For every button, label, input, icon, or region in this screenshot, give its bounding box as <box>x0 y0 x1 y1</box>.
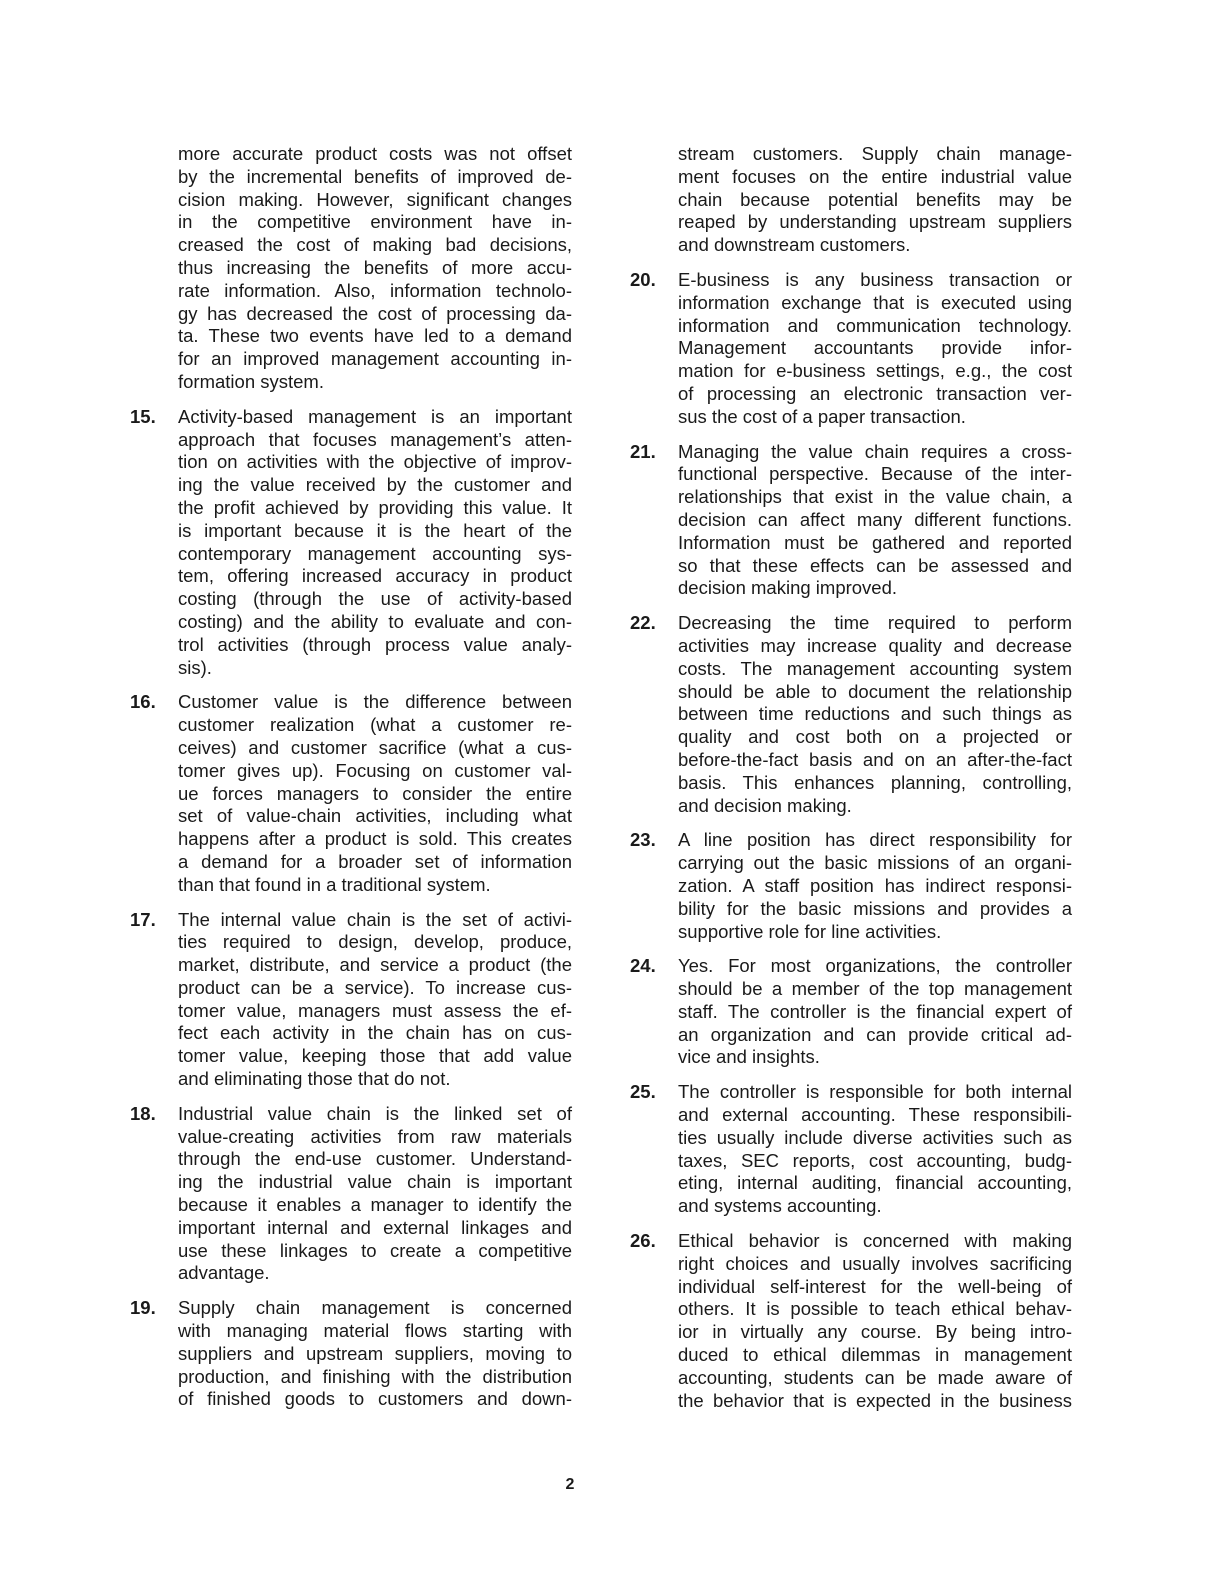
text-line: for an improved management accounting in- <box>178 348 572 370</box>
text-line: stream customers. Supply chain manage- <box>678 143 1072 164</box>
text-line: tion on activities with the objective of improv- <box>178 451 572 473</box>
text-line: Information must be gathered and reported <box>678 531 1072 553</box>
text-line: Supply chain management is concerned <box>178 1297 572 1319</box>
text-line: staff. The controller is the financial expert of <box>678 1000 1072 1022</box>
text-line: tomer value, managers must assess the ef- <box>178 999 572 1021</box>
item-number: 23. <box>630 829 656 851</box>
text-line: of finished goods to customers and down- <box>178 1388 572 1410</box>
text-line: ties required to design, develop, produce, <box>178 931 572 953</box>
item-number: 22. <box>630 612 656 634</box>
text-line: sus the cost of a paper transaction. <box>678 405 966 427</box>
text-line: before-the-fact basis and on an after-the-fact <box>678 748 1072 770</box>
page-number: 2 <box>565 1476 575 1493</box>
text-line: and external accounting. These responsibili- <box>678 1104 1072 1126</box>
right-column <box>630 143 1072 1424</box>
text-line: costing (through the use of activity-based <box>178 588 572 610</box>
text-line: set of value-chain activities, including what <box>178 805 572 827</box>
text-line: sis). <box>178 656 212 678</box>
text-line: trol activities (through process value analy- <box>178 633 572 655</box>
text-line: chain because potential benefits may be <box>678 188 1072 210</box>
text-line: The internal value chain is the set of activi- <box>178 908 572 930</box>
text-line: by the incremental benefits of improved de- <box>178 165 572 187</box>
text-line: supportive role for line activities. <box>678 920 942 942</box>
text-line: the behavior that is expected in the business <box>678 1389 1072 1411</box>
text-line: zation. A staff position has indirect responsi- <box>678 874 1072 896</box>
item-number: 19. <box>130 1297 156 1319</box>
left-column <box>130 143 572 1423</box>
text-line: between time reductions and such things as <box>678 703 1072 725</box>
text-line: customer realization (what a customer re- <box>178 714 572 736</box>
text-line: decision making improved. <box>678 577 898 599</box>
item-number: 17. <box>130 908 156 930</box>
text-line: cision making. However, significant changes <box>178 188 572 210</box>
text-line: rate information. Also, information technolo- <box>178 279 572 301</box>
item-number: 18. <box>130 1102 156 1124</box>
answer-item <box>630 829 1072 943</box>
text-line: production, and finishing with the distribution <box>178 1365 572 1387</box>
text-line: ties usually include diverse activities such as <box>678 1126 1072 1148</box>
text-line: ta. These two events have led to a demand <box>178 325 572 347</box>
text-line: approach that focuses management’s atten- <box>178 428 572 450</box>
text-line: taxes, SEC reports, cost accounting, budg- <box>678 1149 1072 1171</box>
item-number: 16. <box>130 691 156 713</box>
text-line: accounting, students can be made aware of <box>678 1366 1072 1388</box>
text-line: in the competitive environment have in- <box>178 211 572 233</box>
item-number: 20. <box>630 268 656 290</box>
answer-item <box>630 269 1072 429</box>
text-line: suppliers and upstream suppliers, moving to <box>178 1342 572 1364</box>
text-line: information and communication technology. <box>678 314 1072 336</box>
text-line: mation for e-business settings, e.g., the cost <box>678 360 1072 382</box>
text-line: The controller is responsible for both internal <box>678 1081 1072 1103</box>
text-line: activities may increase quality and decrease <box>678 634 1072 656</box>
text-line: duced to ethical dilemmas in management <box>678 1344 1072 1366</box>
text-line: should be able to document the relationship <box>678 680 1072 702</box>
text-line: than that found in a traditional system. <box>178 873 491 895</box>
text-line: A line position has direct responsibility for <box>678 829 1072 851</box>
text-line: value-creating activities from raw materials <box>178 1125 572 1147</box>
text-line: ing the industrial value chain is important <box>178 1171 572 1193</box>
text-line: ue forces managers to consider the entire <box>178 782 572 804</box>
text-line: ceives) and customer sacrifice (what a cus- <box>178 736 572 758</box>
text-line: and eliminating those that do not. <box>178 1068 451 1090</box>
text-line: tomer value, keeping those that add value <box>178 1045 572 1067</box>
text-line: individual self-interest for the well-being of <box>678 1275 1072 1297</box>
answer-item <box>130 406 572 680</box>
text-line: information exchange that is executed using <box>678 291 1072 313</box>
text-line: product can be a service). To increase cus- <box>178 976 572 998</box>
text-line: carrying out the basic missions of an organi- <box>678 852 1072 874</box>
text-line: and systems accounting. <box>678 1195 882 1217</box>
text-line: decision can affect many different functions. <box>678 508 1072 530</box>
item-number: 24. <box>630 955 656 977</box>
answer-item <box>130 691 572 896</box>
item-number: 25. <box>630 1081 656 1103</box>
answer-item <box>630 1081 1072 1218</box>
text-line: tomer gives up). Focusing on customer val- <box>178 759 572 781</box>
answer-item <box>630 612 1072 817</box>
text-line: so that these effects can be assessed and <box>678 554 1072 576</box>
text-line: Activity-based management is an important <box>178 405 572 427</box>
text-line: basis. This enhances planning, controlling, <box>678 771 1072 793</box>
text-line: reaped by understanding upstream suppliers <box>678 211 1072 233</box>
text-line: more accurate product costs was not offset <box>178 143 572 164</box>
text-line: ment focuses on the entire industrial value <box>678 165 1072 187</box>
text-line: relationships that exist in the value chain, a <box>678 486 1072 508</box>
text-line: with managing material flows starting with <box>178 1320 572 1342</box>
text-line: is important because it is the heart of the <box>178 519 572 541</box>
text-line: E-business is any business transaction or <box>678 268 1072 290</box>
text-line: fect each activity in the chain has on cus- <box>178 1022 572 1044</box>
text-line: because it enables a manager to identify the <box>178 1194 572 1216</box>
text-line: and decision making. <box>678 794 852 816</box>
text-line: should be a member of the top management <box>678 978 1072 1000</box>
answer-item <box>630 955 1072 1069</box>
answer-item <box>130 1297 572 1411</box>
text-line: Customer value is the difference between <box>178 691 572 713</box>
item-number: 15. <box>130 405 156 427</box>
text-line: through the end-use customer. Understand- <box>178 1148 572 1170</box>
text-line: the profit achieved by providing this value. It <box>178 496 572 518</box>
text-line: ing the value received by the customer and <box>178 474 572 496</box>
text-line: tem, offering increased accuracy in product <box>178 565 572 587</box>
text-line: eting, internal auditing, financial accounting, <box>678 1172 1072 1194</box>
text-line: advantage. <box>178 1262 270 1284</box>
text-line: market, distribute, and service a product (the <box>178 954 572 976</box>
text-line: Management accountants provide infor- <box>678 337 1072 359</box>
text-line: Ethical behavior is concerned with making <box>678 1230 1072 1252</box>
answer-continuation <box>630 143 1072 257</box>
text-line: bility for the basic missions and provides a <box>678 897 1072 919</box>
answer-item <box>130 909 572 1091</box>
text-line: happens after a product is sold. This creates <box>178 828 572 850</box>
answer-item <box>630 1230 1072 1412</box>
text-line: and downstream customers. <box>678 234 911 256</box>
text-line: an organization and can provide critical ad- <box>678 1023 1072 1045</box>
text-line: quality and cost both on a projected or <box>678 726 1072 748</box>
text-line: a demand for a broader set of information <box>178 850 572 872</box>
text-line: Industrial value chain is the linked set of <box>178 1102 572 1124</box>
text-line: right choices and usually involves sacrificing <box>678 1252 1072 1274</box>
text-line: thus increasing the benefits of more accu- <box>178 256 572 278</box>
text-line: gy has decreased the cost of processing da- <box>178 302 572 324</box>
item-number: 26. <box>630 1230 656 1252</box>
text-line: formation system. <box>178 370 324 392</box>
answer-continuation <box>130 143 572 394</box>
text-line: Managing the value chain requires a cross- <box>678 440 1072 462</box>
text-line: use these linkages to create a competitive <box>178 1239 572 1261</box>
text-line: contemporary management accounting sys- <box>178 542 572 564</box>
answer-item <box>630 441 1072 601</box>
item-number: 21. <box>630 440 656 462</box>
text-line: costs. The management accounting system <box>678 657 1072 679</box>
text-line: important internal and external linkages and <box>178 1216 572 1238</box>
text-line: of processing an electronic transaction ver- <box>678 382 1072 404</box>
text-line: others. It is possible to teach ethical behav- <box>678 1298 1072 1320</box>
text-line: costing) and the ability to evaluate and con- <box>178 610 572 632</box>
text-line: Yes. For most organizations, the controller <box>678 955 1072 977</box>
text-line: functional perspective. Because of the inter- <box>678 463 1072 485</box>
text-line: Decreasing the time required to perform <box>678 612 1072 634</box>
text-line: creased the cost of making bad decisions, <box>178 234 572 256</box>
text-line: ior in virtually any course. By being intro- <box>678 1321 1072 1343</box>
answer-item <box>130 1103 572 1285</box>
text-line: vice and insights. <box>678 1046 820 1068</box>
